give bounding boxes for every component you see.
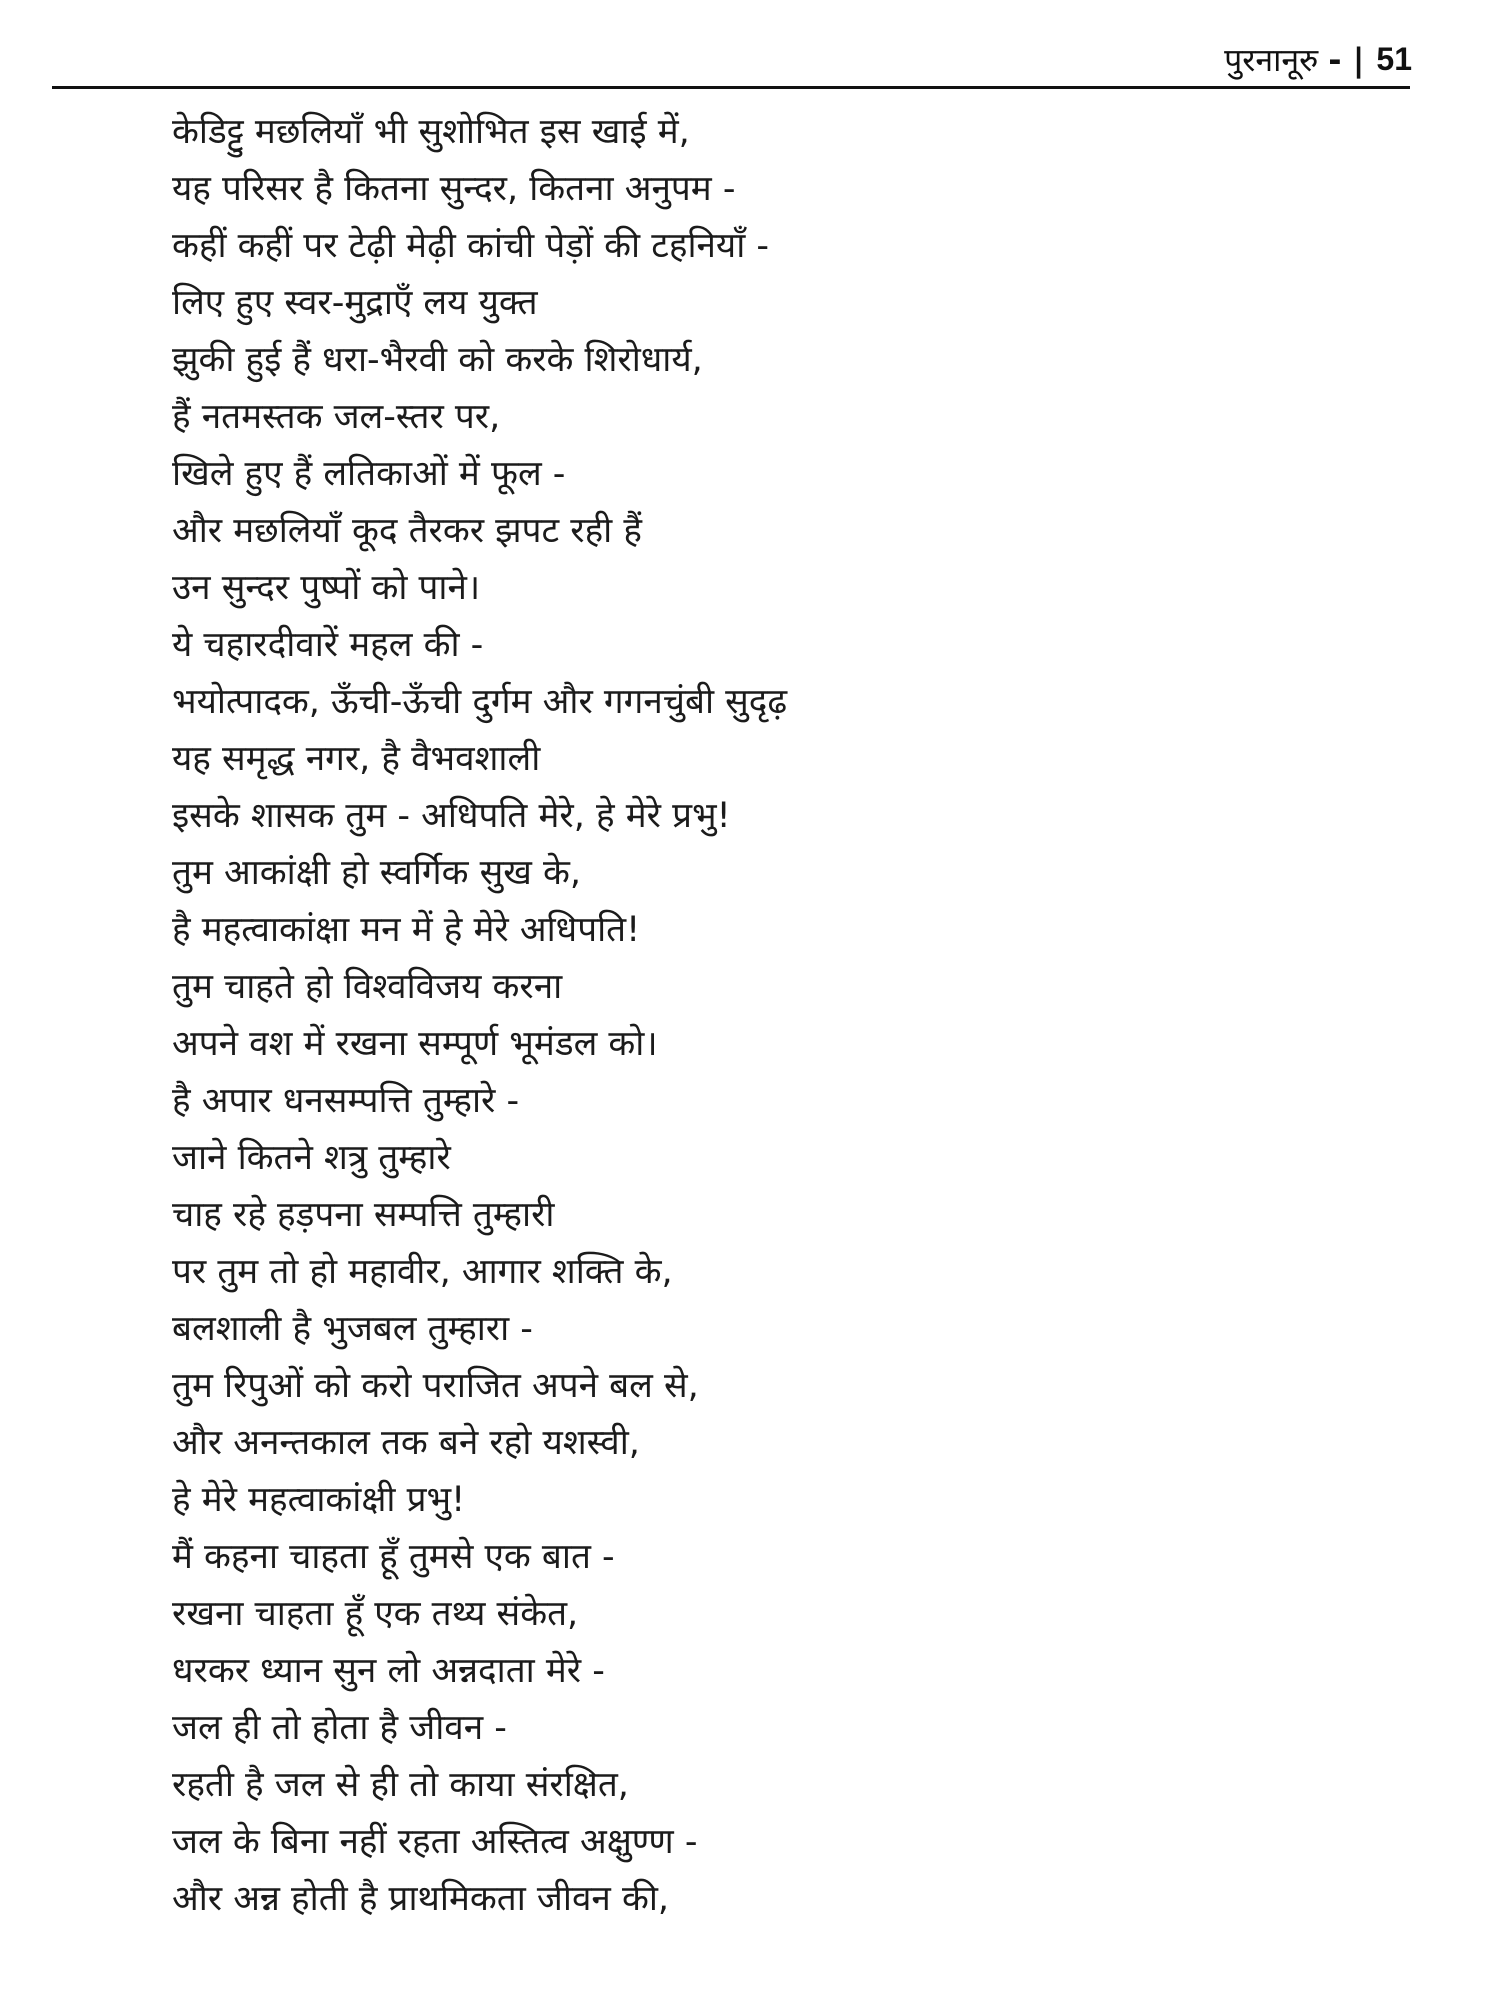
poem-line: हैं नतमस्तक जल-स्तर पर,: [172, 397, 501, 437]
poem-line: कहीं कहीं पर टेढ़ी मेढ़ी कांची पेड़ों की टहनियाँ -: [172, 226, 770, 266]
poem-line: और अनन्तकाल तक बने रहो यशस्वी,: [172, 1423, 640, 1463]
poem-line: खिले हुए हैं लतिकाओं में फूल -: [172, 454, 566, 494]
poem-line: लिए हुए स्वर-मुद्राएँ लय युक्त: [172, 283, 538, 323]
poem-line: धरकर ध्यान सुन लो अन्नदाता मेरे -: [172, 1651, 605, 1691]
header-separator: - |: [1328, 40, 1365, 79]
poem-line: अपने वश में रखना सम्पूर्ण भूमंडल को।: [172, 1024, 658, 1064]
header-rule: [52, 86, 1410, 89]
poem-line: ये चहारदीवारें महल की -: [172, 625, 484, 665]
poem-line: मैं कहना चाहता हूँ तुमसे एक बात -: [172, 1537, 615, 1577]
poem-line: तुम आकांक्षी हो स्वर्गिक सुख के,: [172, 853, 582, 893]
book-title: पुरनानूरु: [1224, 41, 1319, 79]
poem-line: हे मेरे महत्वाकांक्षी प्रभु!: [172, 1480, 466, 1520]
poem-line: इसके शासक तुम - अधिपति मेरे, हे मेरे प्रभु!: [172, 796, 731, 836]
poem-line: रखना चाहता हूँ एक तथ्य संकेत,: [172, 1594, 579, 1634]
poem-line: जल के बिना नहीं रहता अस्तित्व अक्षुण्ण -: [172, 1822, 698, 1862]
poem-line: और अन्न होती है प्राथमिकता जीवन की,: [172, 1879, 670, 1919]
poem-line: केडिट्टु मछलियाँ भी सुशोभित इस खाई में,: [172, 112, 690, 152]
page-number: 51: [1376, 41, 1412, 77]
poem-line: तुम रिपुओं को करो पराजित अपने बल से,: [172, 1366, 699, 1406]
poem-line: बलशाली है भुजबल तुम्हारा -: [172, 1309, 533, 1349]
poem-line: झुकी हुई हैं धरा-भैरवी को करके शिरोधार्य,: [172, 340, 703, 380]
poem-line: पर तुम तो हो महावीर, आगार शक्ति के,: [172, 1252, 673, 1292]
poem-line: भयोत्पादक, ऊँची-ऊँची दुर्गम और गगनचुंबी सुदृढ़: [172, 682, 788, 722]
poem-line: और मछलियाँ कूद तैरकर झपट रही हैं: [172, 511, 642, 551]
poem-line: है महत्वाकांक्षा मन में हे मेरे अधिपति!: [172, 910, 641, 950]
poem-line: जल ही तो होता है जीवन -: [172, 1708, 507, 1748]
poem-line: यह समृद्ध नगर, है वैभवशाली: [172, 739, 541, 779]
poem-line: रहती है जल से ही तो काया संरक्षित,: [172, 1765, 629, 1805]
running-header: [1224, 38, 1412, 81]
poem-line: जाने कितने शत्रु तुम्हारे: [172, 1138, 451, 1178]
poem-line: यह परिसर है कितना सुन्दर, कितना अनुपम -: [172, 169, 736, 209]
poem-line: है अपार धनसम्पत्ति तुम्हारे -: [172, 1081, 520, 1121]
poem-body: [172, 104, 1372, 1928]
poem-line: चाह रहे हड़पना सम्पत्ति तुम्हारी: [172, 1195, 555, 1235]
poem-line: तुम चाहते हो विश्वविजय करना: [172, 967, 563, 1007]
poem-line: उन सुन्दर पुष्पों को पाने।: [172, 568, 481, 608]
